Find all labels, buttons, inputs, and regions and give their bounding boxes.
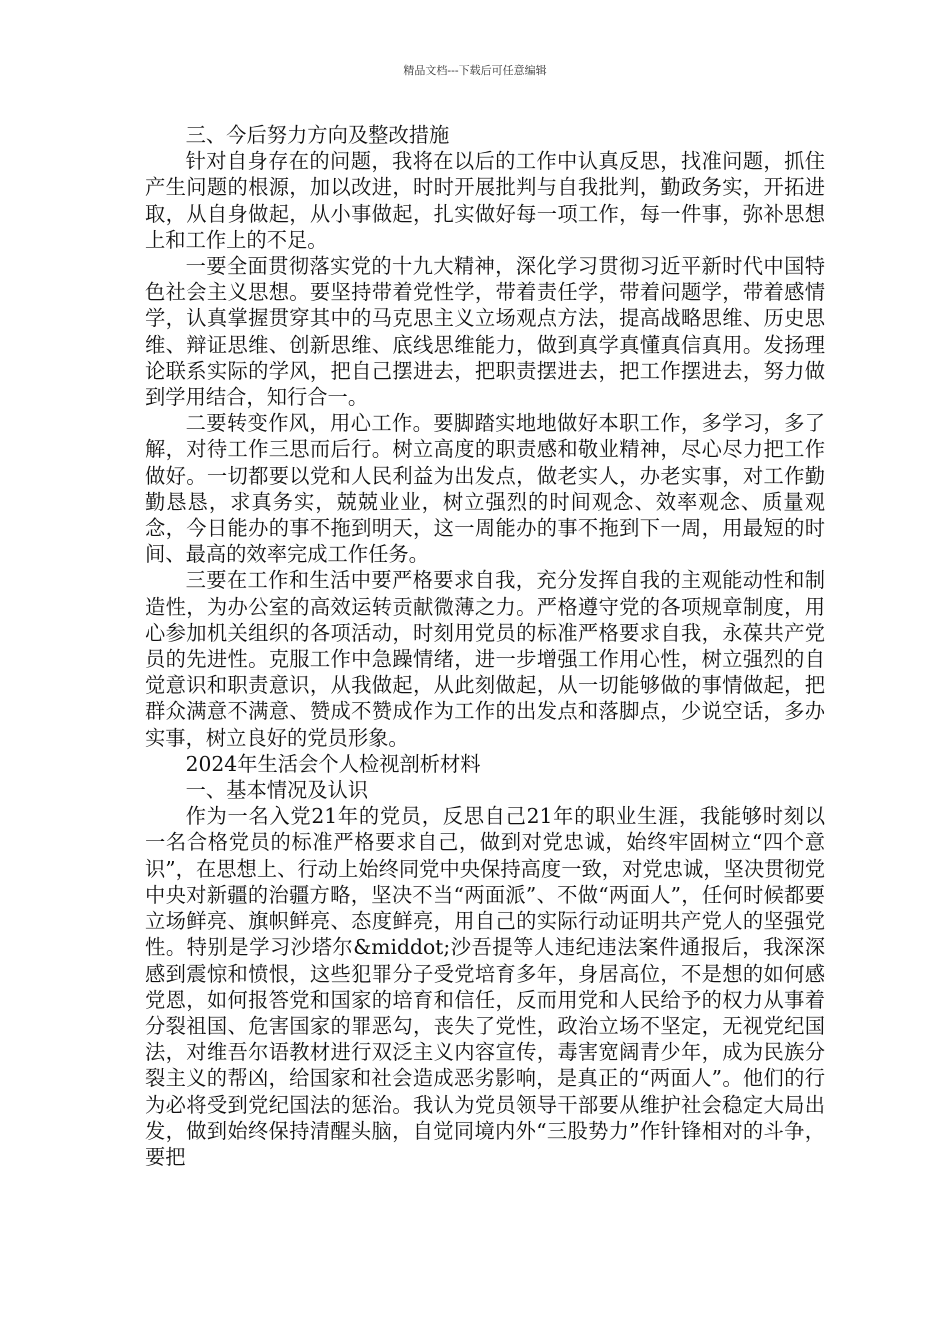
document-body [145, 122, 825, 1170]
paragraph-point-two: 二要转变作风，用心工作。要脚踏实地地做好本职工作，多学习，多了解，对待工作三思而后行。树立高度的职责感和敬业精神，尽心尽力把工作做好。一切都要以党和人民利益为出发点，做老实人，办老实事，对工作勤勤恳恳，求真务实，兢兢业业，树立强烈的时间观念、效率观念、质量观念，今日能办的事不拖到明天，这一周能办的事不拖到下一周，用最短的时间、最高的效率完成工作任务。 [145, 411, 825, 567]
paragraph-basic-situation: 作为一名入党21年的党员，反思自己21年的职业生涯，我能够时刻以一名合格党员的标准严格要求自己，做到对党忠诚，始终牢固树立“四个意识”，在思想上、行动上始终同党中央保持高度一致，对党忠诚，坚决贯彻党中央对新疆的治疆方略，坚决不当“两面派”、不做“两面人”，任何时候都要立场鲜亮、旗帜鲜亮、态度鲜亮，用自己的实际行动证明共产党人的坚强党性。特别是学习沙塔尔&middot;沙吾提等人违纪违法案件通报后，我深深感到震惊和愤恨，这些犯罪分子受党培育多年，身居高位，不是想的如何感党恩，如何报答党和国家的培育和信任，反而用党和人民给予的权力从事着分裂祖国、危害国家的罪恶勾，丧失了党性，政治立场不坚定，无视党纪国法，对维吾尔语教材进行双泛主义内容宣传，毒害宽阔青少年，成为民族分裂主义的帮凶，给国家和社会造成恶劣影响，是真正的“两面人”。他们的行为必将受到党纪国法的惩治。我认为党员领导干部要从维护社会稳定大局出发，做到始终保持清醒头脑，自觉同境内外“三股势力”作针锋相对的斗争，要把 [145, 804, 825, 1169]
page-header: 精品文档---下载后可任意编辑 [403, 64, 547, 77]
paragraph-point-one: 一要全面贯彻落实党的十九大精神，深化学习贯彻习近平新时代中国特色社会主义思想。要坚持带着党性学，带着责任学，带着问题学，带着感情学，认真掌握贯穿其中的马克思主义立场观点方法，提高战略思维、历史思维、辩证思维、创新思维、底线思维能力，做到真学真懂真信真用。发扬理论联系实际的学风，把自己摆进去，把职责摆进去，把工作摆进去，努力做到学用结合，知行合一。 [145, 254, 825, 410]
section-heading-improvement: 三、今后努力方向及整改措施 [185, 123, 450, 147]
document-title-2024: 2024年生活会个人检视剖析材料 [185, 751, 481, 776]
section-heading-basic: 一、基本情况及认识 [185, 778, 369, 803]
paragraph-point-three: 三要在工作和生活中要严格要求自我，充分发挥自我的主观能动性和制造性，为办公室的高效运转贡献微薄之力。严格遵守党的各项规章制度，用心参加机关组织的各项活动，时刻用党员的标准严格要求自我，永葆共产党员的先进性。克服工作中急躁情绪，进一步增强工作用心性，树立强烈的自觉意识和职责意识，从我做起，从此刻做起，从一切能够做的事情做起，把群众满意不满意、赞成不赞成作为工作的出发点和落脚点，少说空话，多办实事，树立良好的党员形象。 [145, 568, 825, 750]
paragraph-intro: 针对自身存在的问题，我将在以后的工作中认真反思，找准问题，抓住产生问题的根源，加以改进，时时开展批判与自我批判，勤政务实，开拓进取，从自身做起，从小事做起，扎实做好每一项工作，每一件事，弥补思想上和工作上的不足。 [145, 149, 825, 252]
